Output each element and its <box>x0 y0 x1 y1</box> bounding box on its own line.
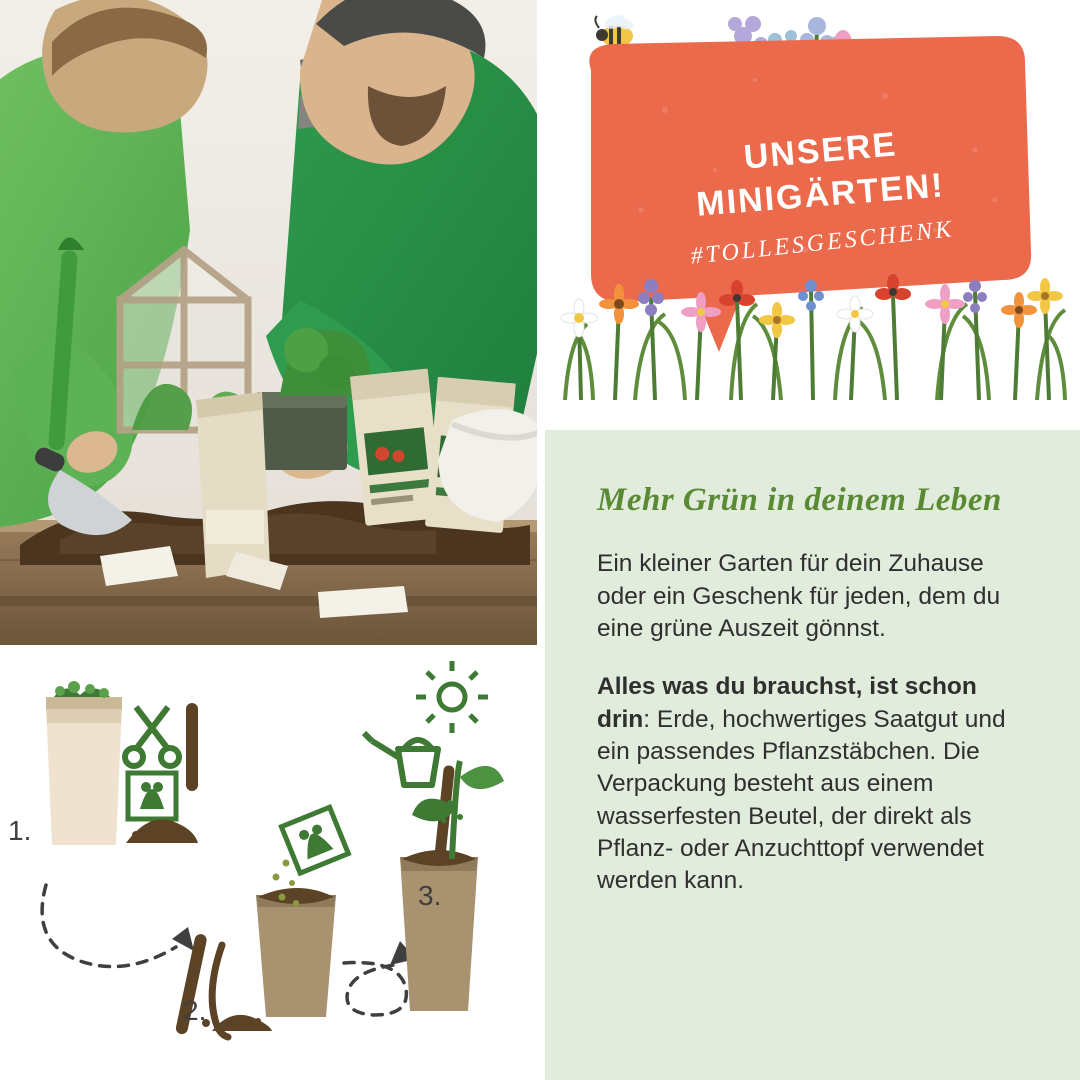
plant-stick-icon <box>186 703 198 791</box>
seed-packet-icon <box>128 773 176 819</box>
info-panel <box>545 430 1080 1080</box>
steps-illustration <box>0 645 537 1080</box>
bubble-headline-line-1: UNSERE <box>742 125 899 177</box>
panel-paragraph-1: Ein kleiner Garten für dein Zuhause oder ein Geschenk für jeden, dem du eine grüne Auszeit gönnst. <box>597 550 1001 642</box>
panel-paragraph-2 <box>597 671 1036 897</box>
step-number-2: 2. <box>183 995 207 1026</box>
hero-banner <box>545 0 1080 415</box>
bubble-headline-line-2: MINIGÄRTEN! <box>695 166 946 224</box>
panel-paragraph-2-rest: : Erde, hochwertiges Saatgut und ein passendes Pflanzstäbchen. Die Verpackung besteht aus einem wasserfesten Beutel, der direkt als Pflanz- oder Anzuchttopf verwendet werden kann. <box>597 705 1006 895</box>
panel-paragraph-2-bold: Alles was du brauchst, ist schon drin <box>597 673 977 733</box>
bubble-hashtag: #TOLLESGESCHENK <box>689 216 956 270</box>
gardening-photo <box>0 0 537 645</box>
step1-bag <box>46 681 122 845</box>
step-number-3: 3. <box>418 880 442 911</box>
panel-heading: Mehr Grün in deinem Leben <box>597 482 1002 518</box>
step-number-1: 1. <box>8 815 32 846</box>
